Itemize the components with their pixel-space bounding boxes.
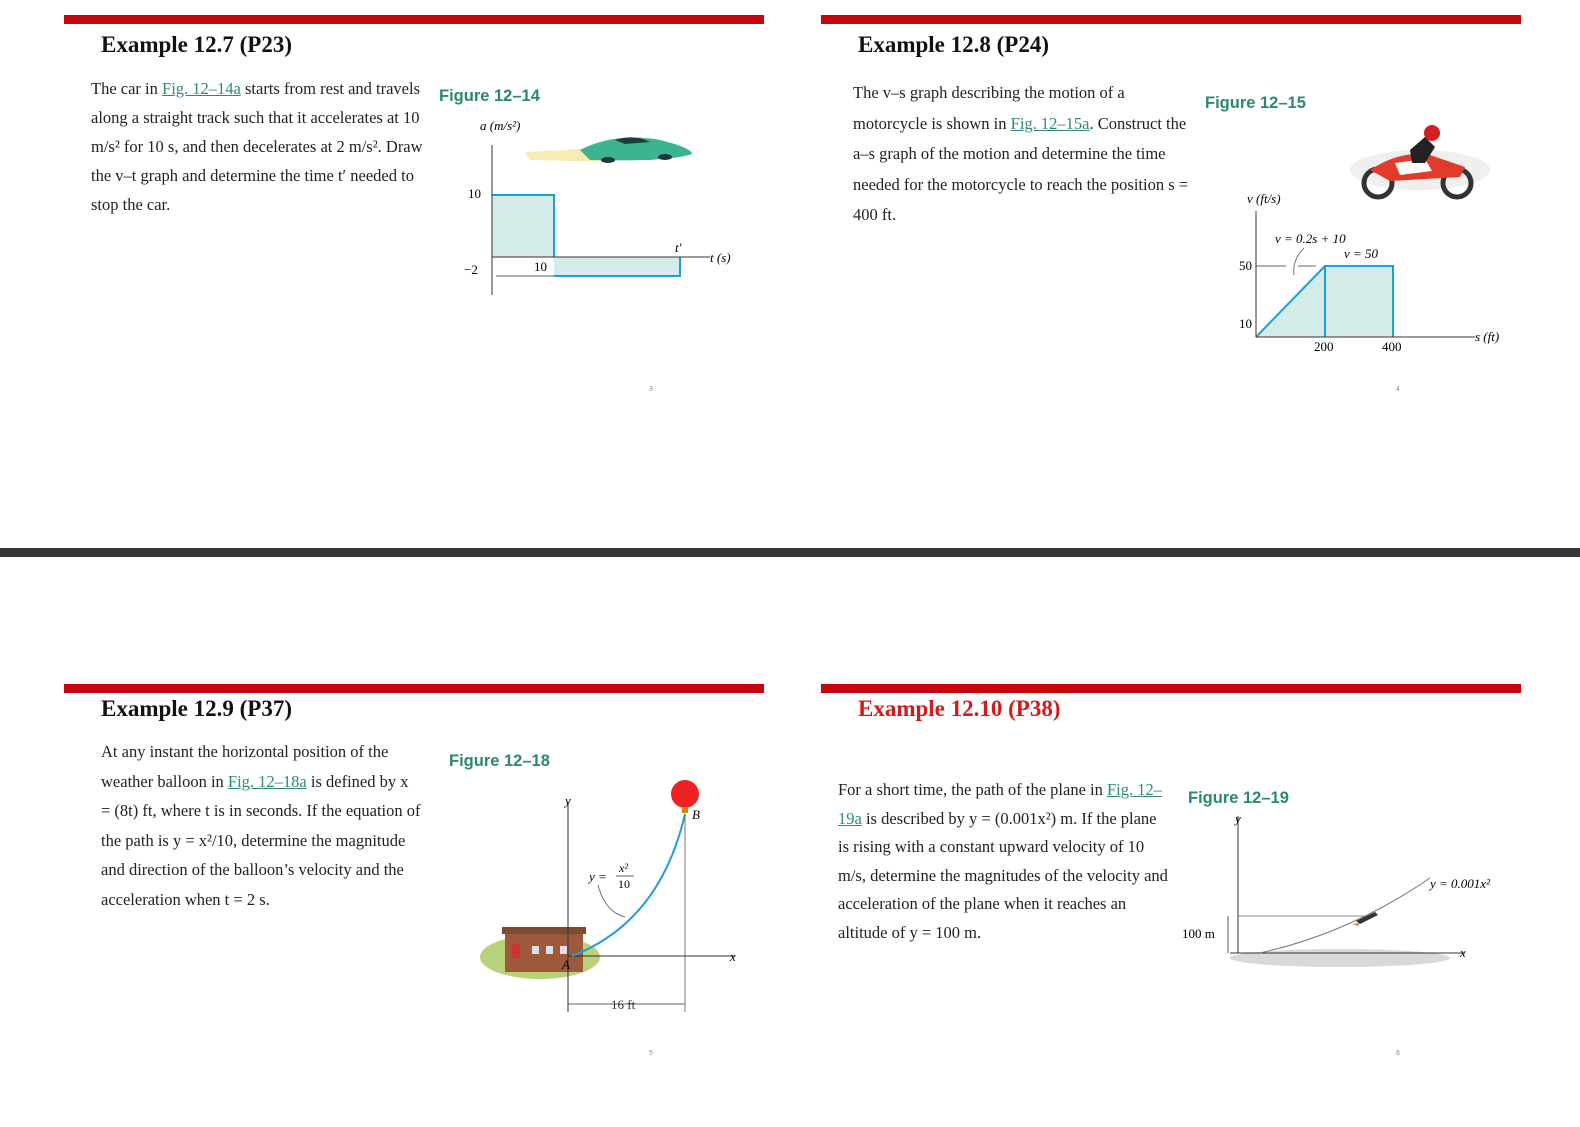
text-post: is described by y = (0.001x²) m. If the plane is rising with a constant upward velocity of 10 m/s, determine the magnitudes of the velocity and acceleration of the plane when it reaches an altitude of y = 100 m. [838, 808, 1168, 942]
figure-link[interactable]: Fig. 12–19a [838, 780, 1162, 828]
plane-figure [1180, 808, 1520, 983]
altitude-label: 100 m [1182, 926, 1215, 941]
text-pre: The v–s graph describing the motion of a motorcycle is shown in [853, 83, 1125, 133]
page-number: 4 [1396, 386, 1400, 393]
slide-title: Example 12.8 (P24) [858, 32, 1050, 57]
figure-link[interactable]: Fig. 12–18a [227, 771, 307, 791]
figure-link[interactable]: Fig. 12–14a [162, 79, 241, 98]
constant-region [1325, 266, 1393, 337]
slide-example-12-9 [0, 572, 790, 1120]
building-icon [502, 927, 586, 972]
at-graph [430, 110, 750, 310]
slide-title: Example 12.10 (P38) [858, 696, 1061, 721]
title-bar [821, 15, 1521, 24]
problem-text [91, 74, 426, 219]
figure-label: Figure 12–18 [449, 752, 550, 770]
slide-example-12-10 [790, 572, 1580, 1120]
eq-numerator: x² [619, 861, 628, 875]
y-axis-label: v (ft/s) [1247, 191, 1281, 206]
problem-text [853, 78, 1193, 231]
figure-label: Figure 12–15 [1205, 94, 1306, 112]
slide-example-12-8 [790, 0, 1580, 548]
page-number: 5 [649, 1050, 653, 1057]
slide-example-12-7 [0, 0, 790, 548]
race-car-icon [525, 137, 692, 163]
x-axis-label: x [1460, 945, 1466, 960]
eq-lhs: y = [589, 869, 607, 884]
page-number: 3 [649, 386, 653, 393]
y-tick-bottom: 10 [1239, 316, 1252, 331]
x-end-label: t′ [675, 240, 682, 255]
figure-link[interactable]: Fig. 12–15a [1010, 113, 1090, 133]
y-tick-top: 50 [1239, 258, 1252, 273]
vs-graph [1220, 115, 1520, 360]
x-axis-label: t (s) [710, 250, 731, 265]
text-post: is defined by x = (8t) ft, where t is in seconds. If the equation of the path is y = x²/10, determine the magnitude and direction of the balloon’s velocity and the acceleration when t = 2 s. [101, 771, 421, 909]
figure-label: Figure 12–14 [439, 87, 540, 105]
y-axis-label: a (m/s²) [480, 118, 521, 133]
problem-text [838, 776, 1168, 947]
eq-constant: v = 50 [1344, 246, 1379, 261]
x-tick-400: 400 [1382, 339, 1402, 354]
eq-linear: v = 0.2s + 10 [1275, 231, 1346, 246]
x-axis-label: x [730, 949, 736, 964]
page-number: 6 [1396, 1050, 1400, 1057]
figure-label: Figure 12–19 [1188, 789, 1289, 807]
x-tick: 10 [534, 259, 547, 274]
x-axis-label: s (ft) [1475, 329, 1500, 344]
title-bar [64, 684, 764, 693]
path-equation: y = 0.001x² [1430, 876, 1490, 891]
accel-area [492, 195, 554, 257]
y-tick-bottom: −2 [464, 262, 478, 277]
y-axis-label: y [1235, 811, 1241, 826]
eq-denominator: 10 [618, 877, 630, 891]
y-tick-top: 10 [468, 186, 481, 201]
title-bar [64, 15, 764, 24]
text-pre: At any instant the horizontal position of the weather balloon in [101, 742, 389, 791]
slide-title: Example 12.7 (P23) [101, 32, 293, 57]
slide-title: Example 12.9 (P37) [101, 696, 293, 721]
text-post: starts from rest and travels along a straight track such that it accelerates at 10 m/s² for 10 s, and then decelerates at 2 m/s². Draw the v–t graph and determine the time t′ needed to stop the car. [91, 79, 423, 214]
runway-shadow [1230, 949, 1450, 967]
title-bar [821, 684, 1521, 693]
x-tick-200: 200 [1314, 339, 1334, 354]
text-pre: For a short time, the path of the plane in [838, 780, 1107, 799]
dimension-label: 16 ft [611, 997, 636, 1012]
motorcycle-icon [1350, 125, 1490, 197]
plane-icon [1352, 912, 1378, 926]
text-post: . Construct the a–s graph of the motion and determine the time needed for the motorcycle to reach the position s = 400 ft. [853, 113, 1189, 224]
eq-pointer [1294, 248, 1304, 275]
text-pre: The car in [91, 79, 163, 98]
decel-area [554, 257, 680, 276]
point-a-label: A [562, 957, 570, 972]
point-b-label: B [692, 807, 700, 822]
y-axis-label: y [565, 793, 571, 808]
problem-text [101, 737, 421, 914]
flight-path [1260, 878, 1430, 953]
balloon-figure [480, 772, 760, 1022]
